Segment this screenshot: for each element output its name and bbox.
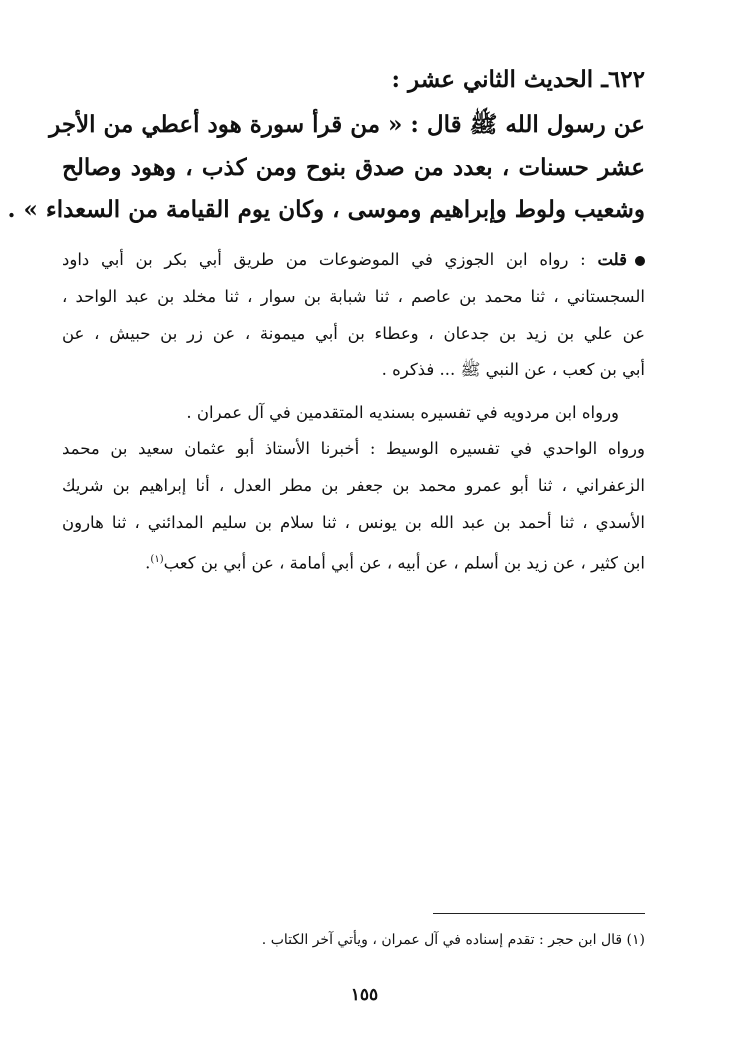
commentary-line-4: أبي بن كعب ، عن النبي ﷺ ... فذكره . <box>381 360 645 379</box>
footnote: (١) قال ابن حجر : تقدم إسناده في آل عمران ، ويأتي آخر الكتاب . <box>261 932 645 948</box>
hadith-text-line-1: عن رسول الله ﷺ قال : « من قرأ سورة هود أعطي من الأجر <box>49 111 645 138</box>
paragraph-wahidi-line-3: الأسدي ، ثنا أحمد بن عبد الله بن يونس ، ثنا سلام بن سليم المدائني ، ثنا هارون <box>62 513 645 532</box>
footnote-divider <box>433 913 645 914</box>
page-number: ١٥٥ <box>350 985 379 1005</box>
commentary-line-1 <box>62 246 645 274</box>
footnote-reference: (١) <box>150 554 164 565</box>
end-period: . <box>145 553 151 573</box>
paragraph-wahidi-line-2: الزعفراني ، ثنا أبو عمرو محمد بن جعفر بن مطر العدل ، أنا إبراهيم بن شريك <box>62 476 645 495</box>
paragraph-wahidi-last-text: ابن كثير ، عن زيد بن أسلم ، عن أبيه ، عن أبي أمامة ، عن أبي بن كعب <box>163 553 645 573</box>
commentary-label: قلت <box>597 250 627 269</box>
hadith-text-line-3: وشعيب ولوط وإبراهيم وموسى ، وكان يوم القيامة من السعداء » . <box>7 196 645 223</box>
bullet-icon <box>635 256 645 266</box>
paragraph-wahidi-line-4 <box>145 546 645 578</box>
hadith-heading: ٦٢٢ـ الحديث الثاني عشر : <box>391 66 645 93</box>
commentary-line-3: عن علي بن زيد بن جدعان ، وعطاء بن أبي ميمونة ، عن زر بن حبيش ، عن <box>62 324 645 343</box>
commentary-line-1-text: : رواه ابن الجوزي في الموضوعات من طريق أبي بكر بن أبي داود <box>62 250 586 269</box>
hadith-text-line-2: عشر حسنات ، بعدد من صدق بنوح ومن كذب ، وهود وصالح <box>62 154 645 181</box>
paragraph-ibn-marduyah: ورواه ابن مردويه في تفسيره بسنديه المتقدمين في آل عمران . <box>186 403 619 422</box>
paragraph-wahidi-line-1: ورواه الواحدي في تفسيره الوسيط : أخبرنا الأستاذ أبو عثمان سعيد بن محمد <box>62 439 645 458</box>
commentary-line-2: السجستاني ، ثنا محمد بن عاصم ، ثنا شبابة بن سوار ، ثنا مخلد بن عبد الواحد ، <box>62 287 645 306</box>
